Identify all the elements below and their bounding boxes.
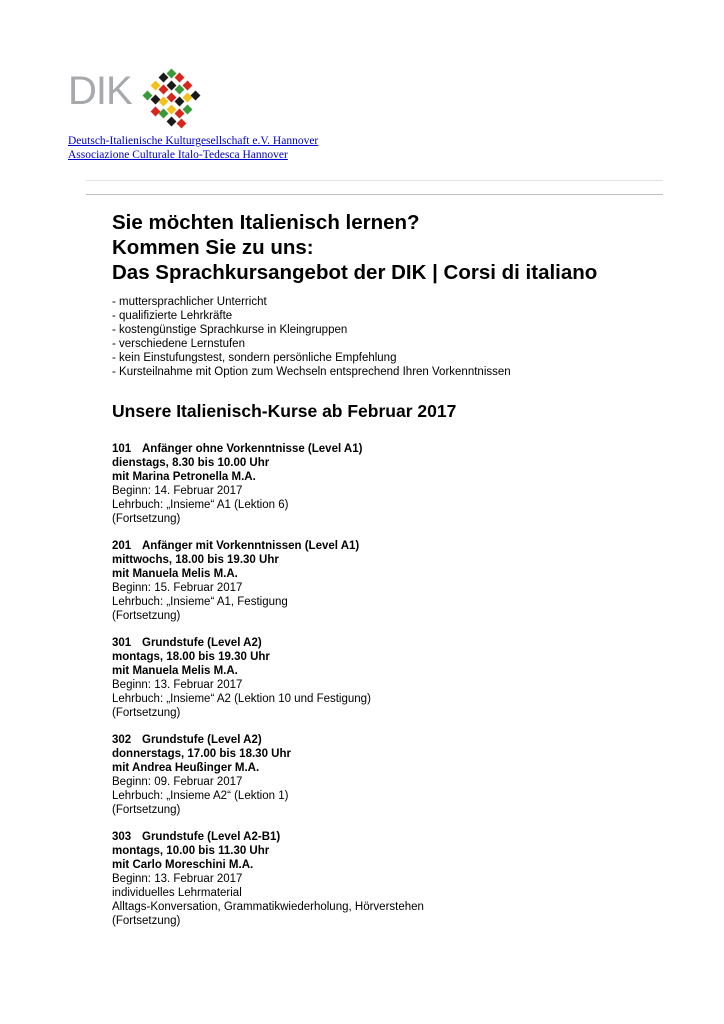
course-code: 301 xyxy=(112,637,132,649)
course-note: (Fortsetzung) xyxy=(112,513,181,525)
course-start: Beginn: 09. Februar 2017 xyxy=(112,776,243,788)
course-book: Lehrbuch: „Insieme“ A2 (Lektion 10 und Festigung) xyxy=(112,693,371,705)
course-teacher: mit Marina Petronella M.A. xyxy=(112,471,256,483)
course-schedule: montags, 10.00 bis 11.30 Uhr xyxy=(112,845,270,857)
dik-logo-graphic xyxy=(68,68,208,132)
organization-links xyxy=(68,134,318,162)
course-book: Lehrbuch: „Insieme“ A1, Festigung xyxy=(112,596,288,608)
course-302 xyxy=(112,733,702,817)
course-schedule: donnerstags, 17.00 bis 18.30 Uhr xyxy=(112,748,291,760)
course-topics: Alltags-Konversation, Grammatikwiederholung, Hörverstehen xyxy=(112,901,424,913)
course-name: Anfänger mit Vorkenntnissen (Level A1) xyxy=(142,540,360,552)
course-start: Beginn: 15. Februar 2017 xyxy=(112,582,243,594)
courses-heading: Unsere Italienisch-Kurse ab Februar 2017 xyxy=(112,401,457,421)
course-name: Anfänger ohne Vorkenntnisse (Level A1) xyxy=(142,443,363,455)
course-note: (Fortsetzung) xyxy=(112,804,181,816)
dik-logo xyxy=(68,68,208,132)
course-note: (Fortsetzung) xyxy=(112,915,181,927)
feature-list xyxy=(112,295,702,379)
course-schedule: montags, 18.00 bis 19.30 Uhr xyxy=(112,651,270,663)
course-teacher: mit Carlo Moreschini M.A. xyxy=(112,859,254,871)
course-start: Beginn: 14. Februar 2017 xyxy=(112,485,243,497)
course-teacher: mit Andrea Heußinger M.A. xyxy=(112,762,260,774)
course-201 xyxy=(112,539,702,623)
course-start: Beginn: 13. Februar 2017 xyxy=(112,679,243,691)
list-item: - Kursteilnahme mit Option zum Wechseln entsprechend Ihren Vorkenntnissen xyxy=(112,366,511,378)
logo-text: DIK xyxy=(68,69,132,113)
course-301 xyxy=(112,636,702,720)
course-list xyxy=(112,442,702,928)
course-code: 302 xyxy=(112,734,132,746)
course-303 xyxy=(112,830,702,928)
course-schedule: dienstags, 8.30 bis 10.00 Uhr xyxy=(112,457,270,469)
course-code: 201 xyxy=(112,540,132,552)
course-start: Beginn: 13. Februar 2017 xyxy=(112,873,243,885)
main-content xyxy=(112,210,702,941)
list-item: - qualifizierte Lehrkräfte xyxy=(112,310,233,322)
title-line-1: Sie möchten Italienisch lernen? xyxy=(112,211,420,234)
org-link-de[interactable]: Deutsch-Italienische Kulturgesellschaft e.V. Hannover xyxy=(68,135,319,147)
title-line-2: Kommen Sie zu uns: xyxy=(112,236,314,259)
title-line-3: Das Sprachkursangebot der DIK | Corsi di italiano xyxy=(112,261,598,284)
divider-bottom xyxy=(86,194,663,195)
course-101 xyxy=(112,442,702,526)
list-item: - muttersprachlicher Unterricht xyxy=(112,296,267,308)
list-item: - kein Einstufungstest, sondern persönliche Empfehlung xyxy=(112,352,397,364)
course-name: Grundstufe (Level A2-B1) xyxy=(142,831,281,843)
org-link-it[interactable]: Associazione Culturale Italo-Tedesca Hannover xyxy=(68,149,288,161)
course-book: Lehrbuch: „Insieme“ A1 (Lektion 6) xyxy=(112,499,289,511)
list-item: - kostengünstige Sprachkurse in Kleingruppen xyxy=(112,324,348,336)
logo-mark-icon xyxy=(143,69,201,129)
course-note: (Fortsetzung) xyxy=(112,610,181,622)
course-teacher: mit Manuela Melis M.A. xyxy=(112,568,238,580)
divider-top xyxy=(86,180,663,181)
course-name: Grundstufe (Level A2) xyxy=(142,734,262,746)
course-book: Lehrbuch: „Insieme A2“ (Lektion 1) xyxy=(112,790,289,802)
course-name: Grundstufe (Level A2) xyxy=(142,637,262,649)
page-title xyxy=(112,210,702,285)
course-note: (Fortsetzung) xyxy=(112,707,181,719)
list-item: - verschiedene Lernstufen xyxy=(112,338,245,350)
course-material: individuelles Lehrmaterial xyxy=(112,887,242,899)
course-teacher: mit Manuela Melis M.A. xyxy=(112,665,238,677)
course-schedule: mittwochs, 18.00 bis 19.30 Uhr xyxy=(112,554,279,566)
course-code: 101 xyxy=(112,443,132,455)
course-code: 303 xyxy=(112,831,132,843)
